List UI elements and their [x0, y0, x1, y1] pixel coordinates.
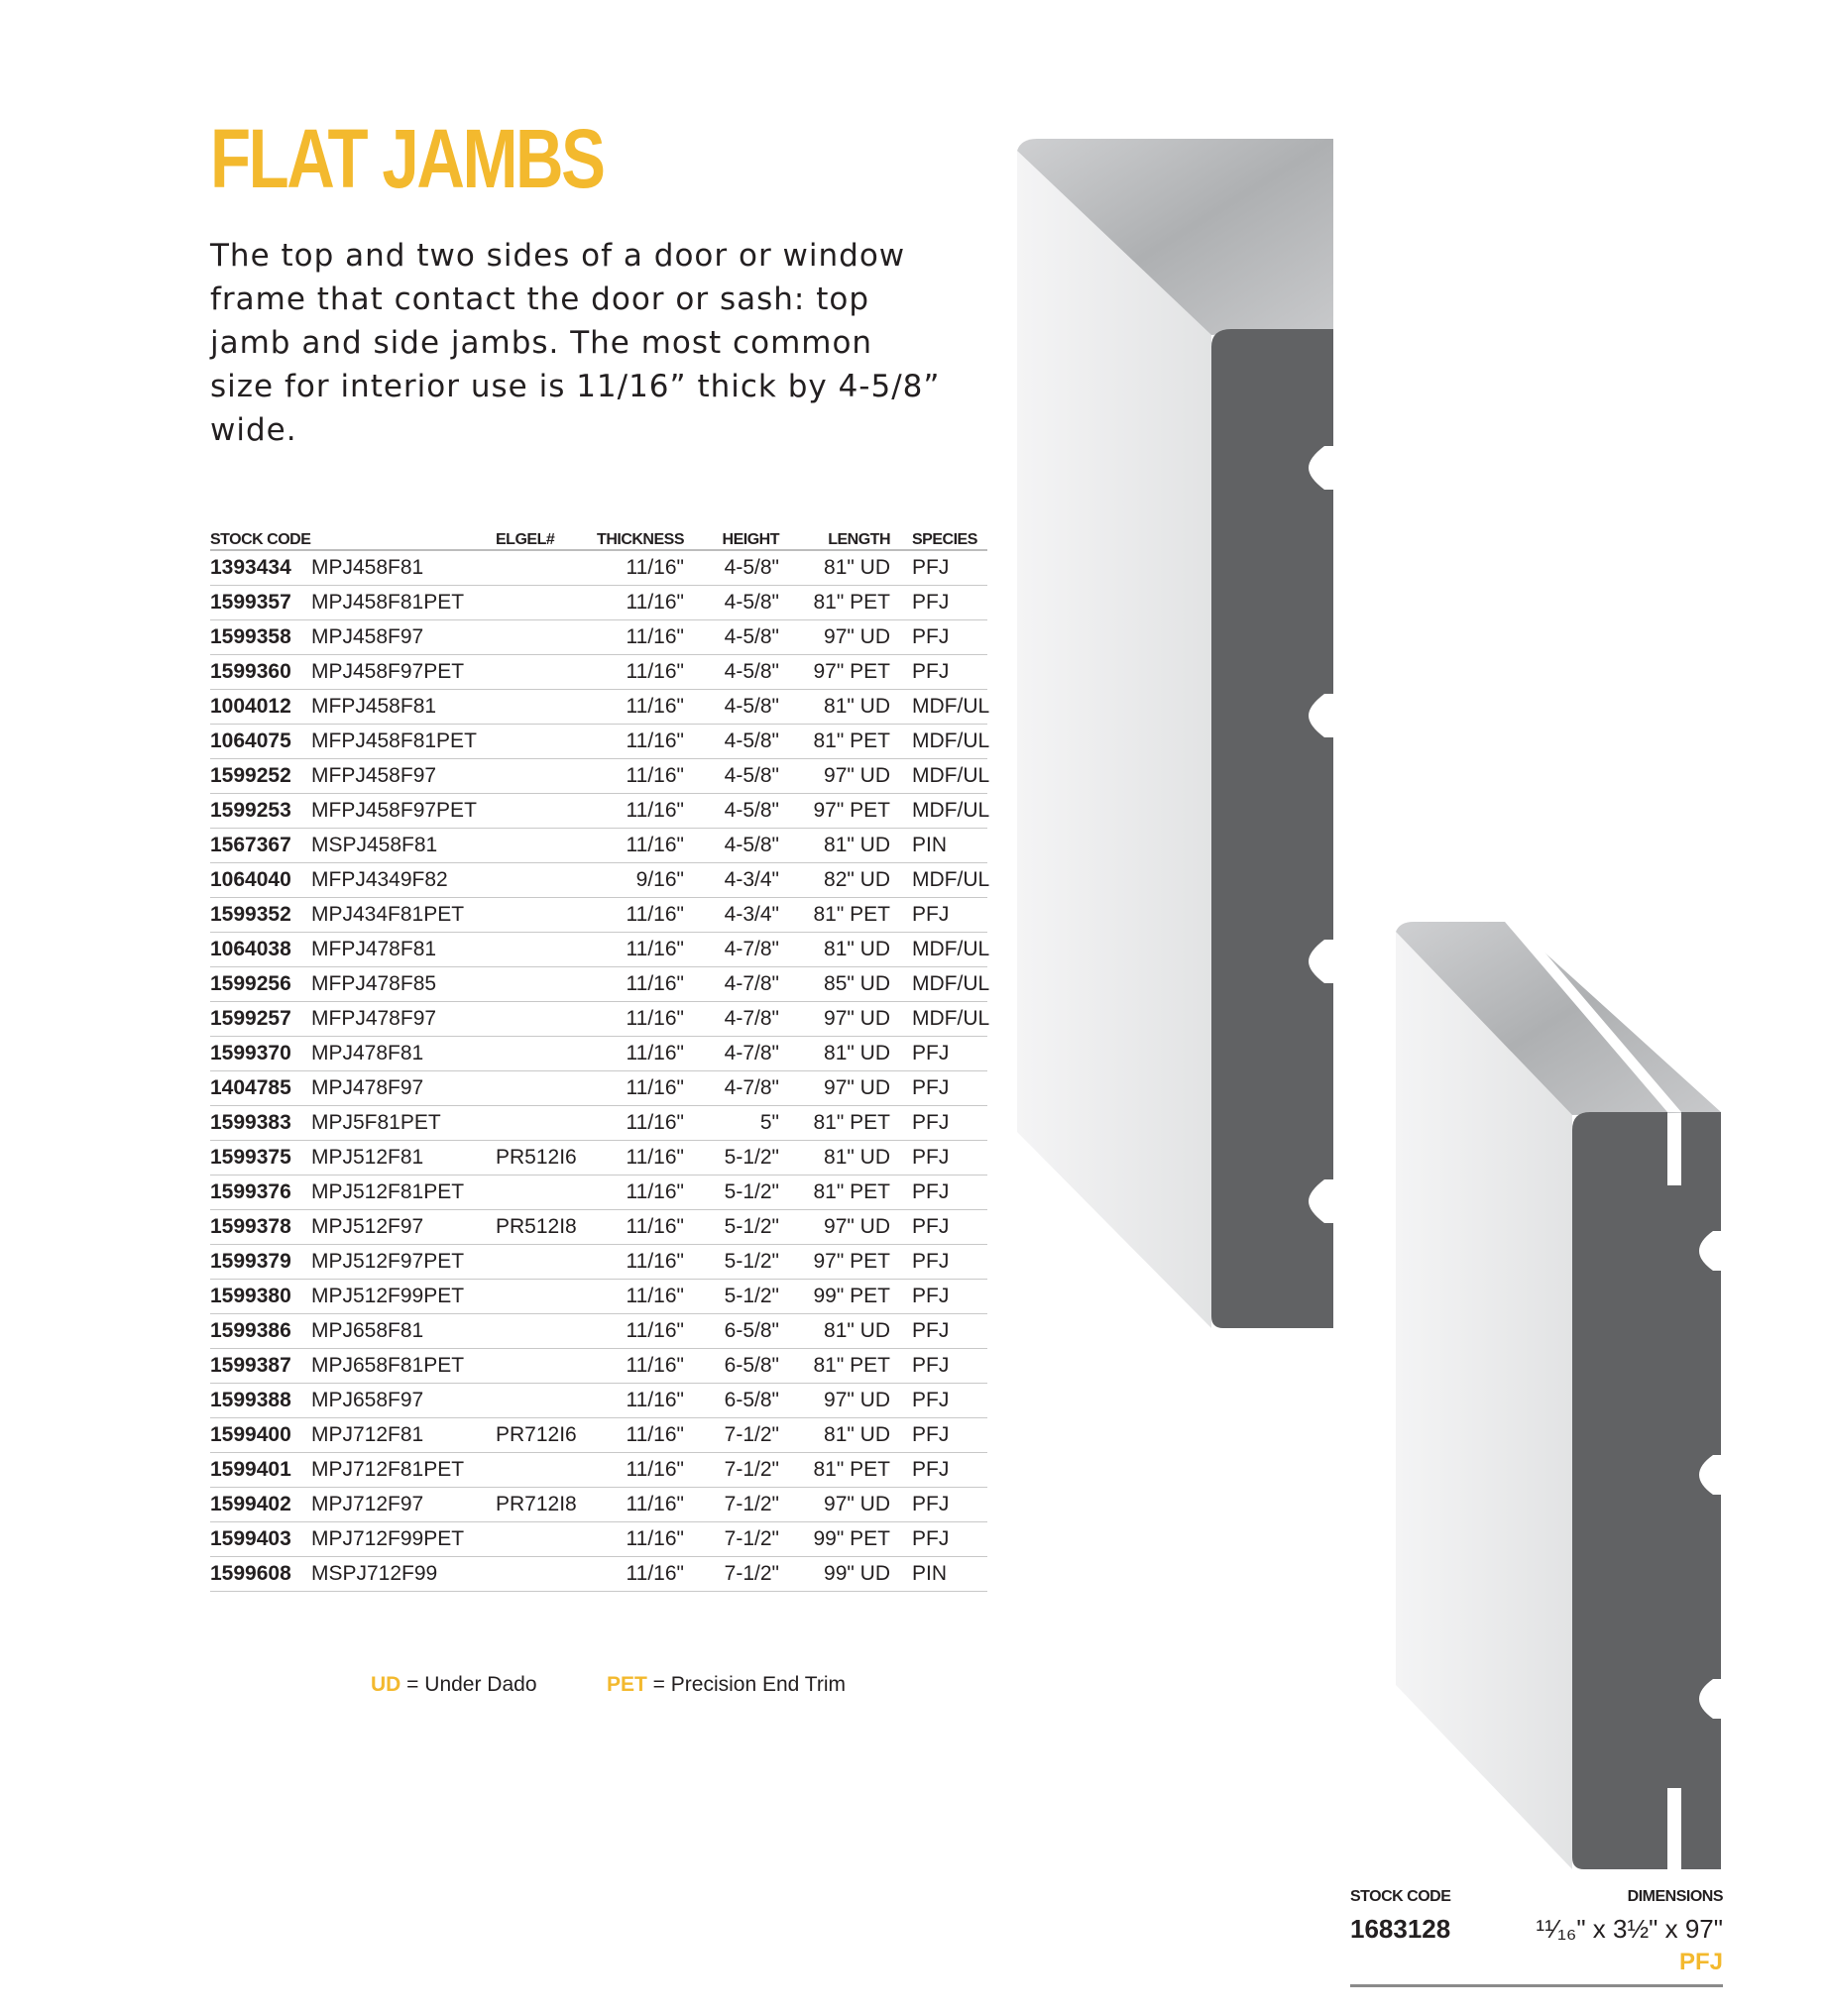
cell-length: 99" PET: [779, 1280, 890, 1314]
cell-length: 81" UD: [779, 1037, 890, 1071]
cell-thickness: 11/16": [589, 1176, 684, 1210]
cell-thickness: 11/16": [589, 967, 684, 1002]
cell-stock-code: 1599370: [210, 1037, 311, 1071]
cell-length: 97" PET: [779, 794, 890, 829]
cell-stock-code: 1064075: [210, 725, 311, 759]
cell-length: 97" UD: [779, 1488, 890, 1522]
cell-height: 4-5/8": [684, 725, 779, 759]
featured-dimensions: ¹¹⁄₁₆" x 3½" x 97": [1536, 1914, 1723, 1944]
cell-height: 4-3/4": [684, 863, 779, 898]
cell-length: 81" PET: [779, 898, 890, 933]
cell-species: PFJ: [890, 1418, 987, 1453]
legend-ud-abbr: UD: [371, 1673, 401, 1696]
header-elgel: ELGEL#: [496, 523, 589, 550]
header-thickness: THICKNESS: [589, 523, 684, 550]
cell-stock-code: 1599383: [210, 1106, 311, 1141]
cell-thickness: 11/16": [589, 1418, 684, 1453]
cell-height: 4-5/8": [684, 655, 779, 690]
intro-paragraph: The top and two sides of a door or window frame that contact the door or sash: top jamb and side jambs. The most common size for interior use is 11/16” thick by 4-5/8” wide.: [210, 238, 941, 448]
cell-stock-code: 1599252: [210, 759, 311, 794]
cell-elgel: PR712I8: [496, 1488, 589, 1522]
cell-thickness: 11/16": [589, 1314, 684, 1349]
cell-thickness: 11/16": [589, 655, 684, 690]
cell-elgel: PR512I6: [496, 1141, 589, 1176]
cell-stock-code: 1567367: [210, 829, 311, 863]
cell-height: 4-7/8": [684, 967, 779, 1002]
featured-divider: [1350, 1984, 1723, 1987]
cell-height: 5-1/2": [684, 1210, 779, 1245]
cell-thickness: 11/16": [589, 1522, 684, 1557]
cell-height: 7-1/2": [684, 1453, 779, 1488]
cell-stock-code: 1599388: [210, 1384, 311, 1418]
cell-item-number: MPJ458F97PET: [311, 655, 496, 690]
cell-species: PFJ: [890, 655, 987, 690]
cell-height: 7-1/2": [684, 1522, 779, 1557]
cell-stock-code: 1599352: [210, 898, 311, 933]
cell-item-number: MPJ712F99PET: [311, 1522, 496, 1557]
cell-height: 4-5/8": [684, 586, 779, 620]
cell-item-number: MPJ458F81: [311, 550, 496, 586]
cell-species: PFJ: [890, 550, 987, 586]
cell-stock-code: 1599253: [210, 794, 311, 829]
cell-item-number: MPJ658F97: [311, 1384, 496, 1418]
legend-pet-abbr: PET: [607, 1673, 647, 1696]
cell-species: PFJ: [890, 620, 987, 655]
cell-thickness: 11/16": [589, 550, 684, 586]
cell-thickness: 11/16": [589, 794, 684, 829]
cell-stock-code: 1599378: [210, 1210, 311, 1245]
cell-species: PFJ: [890, 1384, 987, 1418]
cell-thickness: 11/16": [589, 1071, 684, 1106]
cell-thickness: 11/16": [589, 829, 684, 863]
cell-species: PIN: [890, 829, 987, 863]
cell-species: PFJ: [890, 1522, 987, 1557]
cell-length: 97" PET: [779, 655, 890, 690]
cell-item-number: MFPJ4349F82: [311, 863, 496, 898]
cell-height: 4-5/8": [684, 794, 779, 829]
cell-height: 7-1/2": [684, 1418, 779, 1453]
cell-stock-code: 1599403: [210, 1522, 311, 1557]
cell-species: PFJ: [890, 1071, 987, 1106]
featured-dimensions-label: DIMENSIONS: [1627, 1888, 1723, 1905]
cell-length: 81" UD: [779, 550, 890, 586]
cell-height: 5": [684, 1106, 779, 1141]
cell-length: 82" UD: [779, 863, 890, 898]
cell-stock-code: 1599401: [210, 1453, 311, 1488]
header-length: LENGTH: [779, 523, 890, 550]
cell-height: 4-7/8": [684, 1071, 779, 1106]
small-jamb-profile: [1572, 1112, 1721, 1869]
cell-item-number: MFPJ458F81: [311, 690, 496, 725]
cell-item-number: MPJ712F81: [311, 1418, 496, 1453]
cell-thickness: 11/16": [589, 1210, 684, 1245]
legend-pet-text: = Precision End Trim: [646, 1673, 846, 1696]
cell-height: 4-7/8": [684, 1002, 779, 1037]
cell-length: 97" UD: [779, 1384, 890, 1418]
cell-stock-code: 1064038: [210, 933, 311, 967]
cell-species: MDF/UL: [890, 1002, 987, 1037]
cell-length: 81" UD: [779, 829, 890, 863]
cell-species: MDF/UL: [890, 690, 987, 725]
cell-thickness: 11/16": [589, 1002, 684, 1037]
cell-height: 4-7/8": [684, 933, 779, 967]
cell-item-number: MFPJ478F85: [311, 967, 496, 1002]
cell-stock-code: 1599386: [210, 1314, 311, 1349]
featured-stock-code-label: STOCK CODE: [1350, 1888, 1451, 1905]
cell-length: 81" PET: [779, 725, 890, 759]
cell-length: 81" PET: [779, 1106, 890, 1141]
cell-thickness: 11/16": [589, 690, 684, 725]
cell-height: 4-5/8": [684, 550, 779, 586]
cell-species: MDF/UL: [890, 794, 987, 829]
cell-height: 6-5/8": [684, 1349, 779, 1384]
cell-thickness: 11/16": [589, 725, 684, 759]
cell-length: 81" UD: [779, 1314, 890, 1349]
featured-values: [1350, 1914, 1723, 1945]
cell-thickness: 11/16": [589, 898, 684, 933]
cell-species: PFJ: [890, 1106, 987, 1141]
cell-height: 5-1/2": [684, 1245, 779, 1280]
cell-stock-code: 1599380: [210, 1280, 311, 1314]
cell-species: PFJ: [890, 1176, 987, 1210]
cell-item-number: MFPJ458F97PET: [311, 794, 496, 829]
cell-item-number: MSPJ458F81: [311, 829, 496, 863]
page-title: FLAT JAMBS: [210, 112, 604, 205]
cell-stock-code: 1599358: [210, 620, 311, 655]
cell-item-number: MPJ458F97: [311, 620, 496, 655]
cell-length: 97" PET: [779, 1245, 890, 1280]
small-jamb-illustration: [1396, 922, 1721, 1869]
cell-species: MDF/UL: [890, 725, 987, 759]
cell-length: 81" PET: [779, 1176, 890, 1210]
cell-thickness: 11/16": [589, 620, 684, 655]
cell-thickness: 11/16": [589, 1141, 684, 1176]
cell-species: PFJ: [890, 1280, 987, 1314]
cell-length: 81" PET: [779, 1349, 890, 1384]
cell-stock-code: 1599376: [210, 1176, 311, 1210]
cell-length: 81" PET: [779, 1453, 890, 1488]
cell-thickness: 11/16": [589, 933, 684, 967]
large-jamb-illustration: [1017, 139, 1333, 1328]
cell-species: MDF/UL: [890, 933, 987, 967]
cell-thickness: 11/16": [589, 1349, 684, 1384]
cell-height: 4-5/8": [684, 759, 779, 794]
featured-stock-code: 1683128: [1350, 1914, 1451, 1944]
featured-species: PFJ: [1678, 1949, 1723, 1975]
cell-item-number: MPJ712F97: [311, 1488, 496, 1522]
cell-length: 81" PET: [779, 586, 890, 620]
cell-item-number: MSPJ712F99: [311, 1557, 496, 1592]
featured-header: [1350, 1888, 1723, 1906]
cell-species: PFJ: [890, 1210, 987, 1245]
cell-item-number: MFPJ458F97: [311, 759, 496, 794]
cell-thickness: 11/16": [589, 759, 684, 794]
cell-thickness: 11/16": [589, 1106, 684, 1141]
cell-stock-code: 1599400: [210, 1418, 311, 1453]
cell-item-number: MPJ512F97PET: [311, 1245, 496, 1280]
cell-stock-code: 1004012: [210, 690, 311, 725]
cell-stock-code: 1599360: [210, 655, 311, 690]
cell-species: PFJ: [890, 1037, 987, 1071]
cell-thickness: 11/16": [589, 1384, 684, 1418]
cell-length: 97" UD: [779, 759, 890, 794]
cell-height: 5-1/2": [684, 1280, 779, 1314]
cell-stock-code: 1599375: [210, 1141, 311, 1176]
cell-height: 7-1/2": [684, 1488, 779, 1522]
cell-species: PFJ: [890, 1488, 987, 1522]
cell-thickness: 11/16": [589, 1037, 684, 1071]
cell-item-number: MPJ512F81PET: [311, 1176, 496, 1210]
cell-item-number: MFPJ458F81PET: [311, 725, 496, 759]
cell-species: MDF/UL: [890, 863, 987, 898]
cell-length: 85" UD: [779, 967, 890, 1002]
cell-length: 81" UD: [779, 1418, 890, 1453]
cell-item-number: MPJ512F97: [311, 1210, 496, 1245]
large-jamb-profile: [1211, 329, 1333, 1328]
featured-product: [1350, 1888, 1723, 1987]
cell-height: 4-5/8": [684, 620, 779, 655]
cell-thickness: 9/16": [589, 863, 684, 898]
cell-item-number: MPJ658F81: [311, 1314, 496, 1349]
cell-length: 99" UD: [779, 1557, 890, 1592]
cell-thickness: 11/16": [589, 1280, 684, 1314]
cell-item-number: MPJ658F81PET: [311, 1349, 496, 1384]
cell-stock-code: 1599357: [210, 586, 311, 620]
cell-length: 81" UD: [779, 933, 890, 967]
cell-thickness: 11/16": [589, 586, 684, 620]
cell-species: PFJ: [890, 1349, 987, 1384]
cell-thickness: 11/16": [589, 1245, 684, 1280]
cell-species: PFJ: [890, 586, 987, 620]
cell-length: 99" PET: [779, 1522, 890, 1557]
cell-species: PFJ: [890, 898, 987, 933]
cell-stock-code: 1599402: [210, 1488, 311, 1522]
cell-length: 97" UD: [779, 1002, 890, 1037]
cell-thickness: 11/16": [589, 1488, 684, 1522]
cell-item-number: MPJ5F81PET: [311, 1106, 496, 1141]
cell-length: 81" UD: [779, 1141, 890, 1176]
cell-length: 81" UD: [779, 690, 890, 725]
cell-item-number: MPJ512F99PET: [311, 1280, 496, 1314]
cell-elgel: PR712I6: [496, 1418, 589, 1453]
cell-stock-code: 1599387: [210, 1349, 311, 1384]
header-stock-code: STOCK CODE: [210, 523, 311, 550]
cell-height: 4-5/8": [684, 829, 779, 863]
header-height: HEIGHT: [684, 523, 779, 550]
cell-height: 7-1/2": [684, 1557, 779, 1592]
cell-species: PFJ: [890, 1141, 987, 1176]
cell-item-number: MFPJ478F81: [311, 933, 496, 967]
cell-species: PFJ: [890, 1245, 987, 1280]
cell-stock-code: 1599256: [210, 967, 311, 1002]
cell-species: MDF/UL: [890, 967, 987, 1002]
cell-length: 97" UD: [779, 620, 890, 655]
cell-height: 6-5/8": [684, 1384, 779, 1418]
header-species: SPECIES: [890, 523, 987, 550]
cell-item-number: MFPJ478F97: [311, 1002, 496, 1037]
cell-height: 5-1/2": [684, 1141, 779, 1176]
cell-stock-code: 1404785: [210, 1071, 311, 1106]
cell-species: PFJ: [890, 1314, 987, 1349]
cell-species: PIN: [890, 1557, 987, 1592]
cell-species: PFJ: [890, 1453, 987, 1488]
cell-item-number: MPJ478F81: [311, 1037, 496, 1071]
cell-height: 4-7/8": [684, 1037, 779, 1071]
legend-ud-text: = Under Dado: [400, 1673, 537, 1696]
cell-stock-code: 1393434: [210, 550, 311, 586]
cell-item-number: MPJ712F81PET: [311, 1453, 496, 1488]
cell-stock-code: 1599257: [210, 1002, 311, 1037]
cell-stock-code: 1599608: [210, 1557, 311, 1592]
cell-item-number: MPJ512F81: [311, 1141, 496, 1176]
cell-height: 5-1/2": [684, 1176, 779, 1210]
cell-item-number: MPJ458F81PET: [311, 586, 496, 620]
cell-stock-code: 1599379: [210, 1245, 311, 1280]
cell-elgel: PR512I8: [496, 1210, 589, 1245]
cell-length: 97" UD: [779, 1071, 890, 1106]
cell-species: MDF/UL: [890, 759, 987, 794]
cell-item-number: MPJ434F81PET: [311, 898, 496, 933]
cell-stock-code: 1064040: [210, 863, 311, 898]
large-jamb-face: [1017, 151, 1211, 1328]
cell-height: 4-3/4": [684, 898, 779, 933]
cell-thickness: 11/16": [589, 1557, 684, 1592]
cell-height: 6-5/8": [684, 1314, 779, 1349]
cell-height: 4-5/8": [684, 690, 779, 725]
cell-item-number: MPJ478F97: [311, 1071, 496, 1106]
cell-length: 97" UD: [779, 1210, 890, 1245]
cell-thickness: 11/16": [589, 1453, 684, 1488]
